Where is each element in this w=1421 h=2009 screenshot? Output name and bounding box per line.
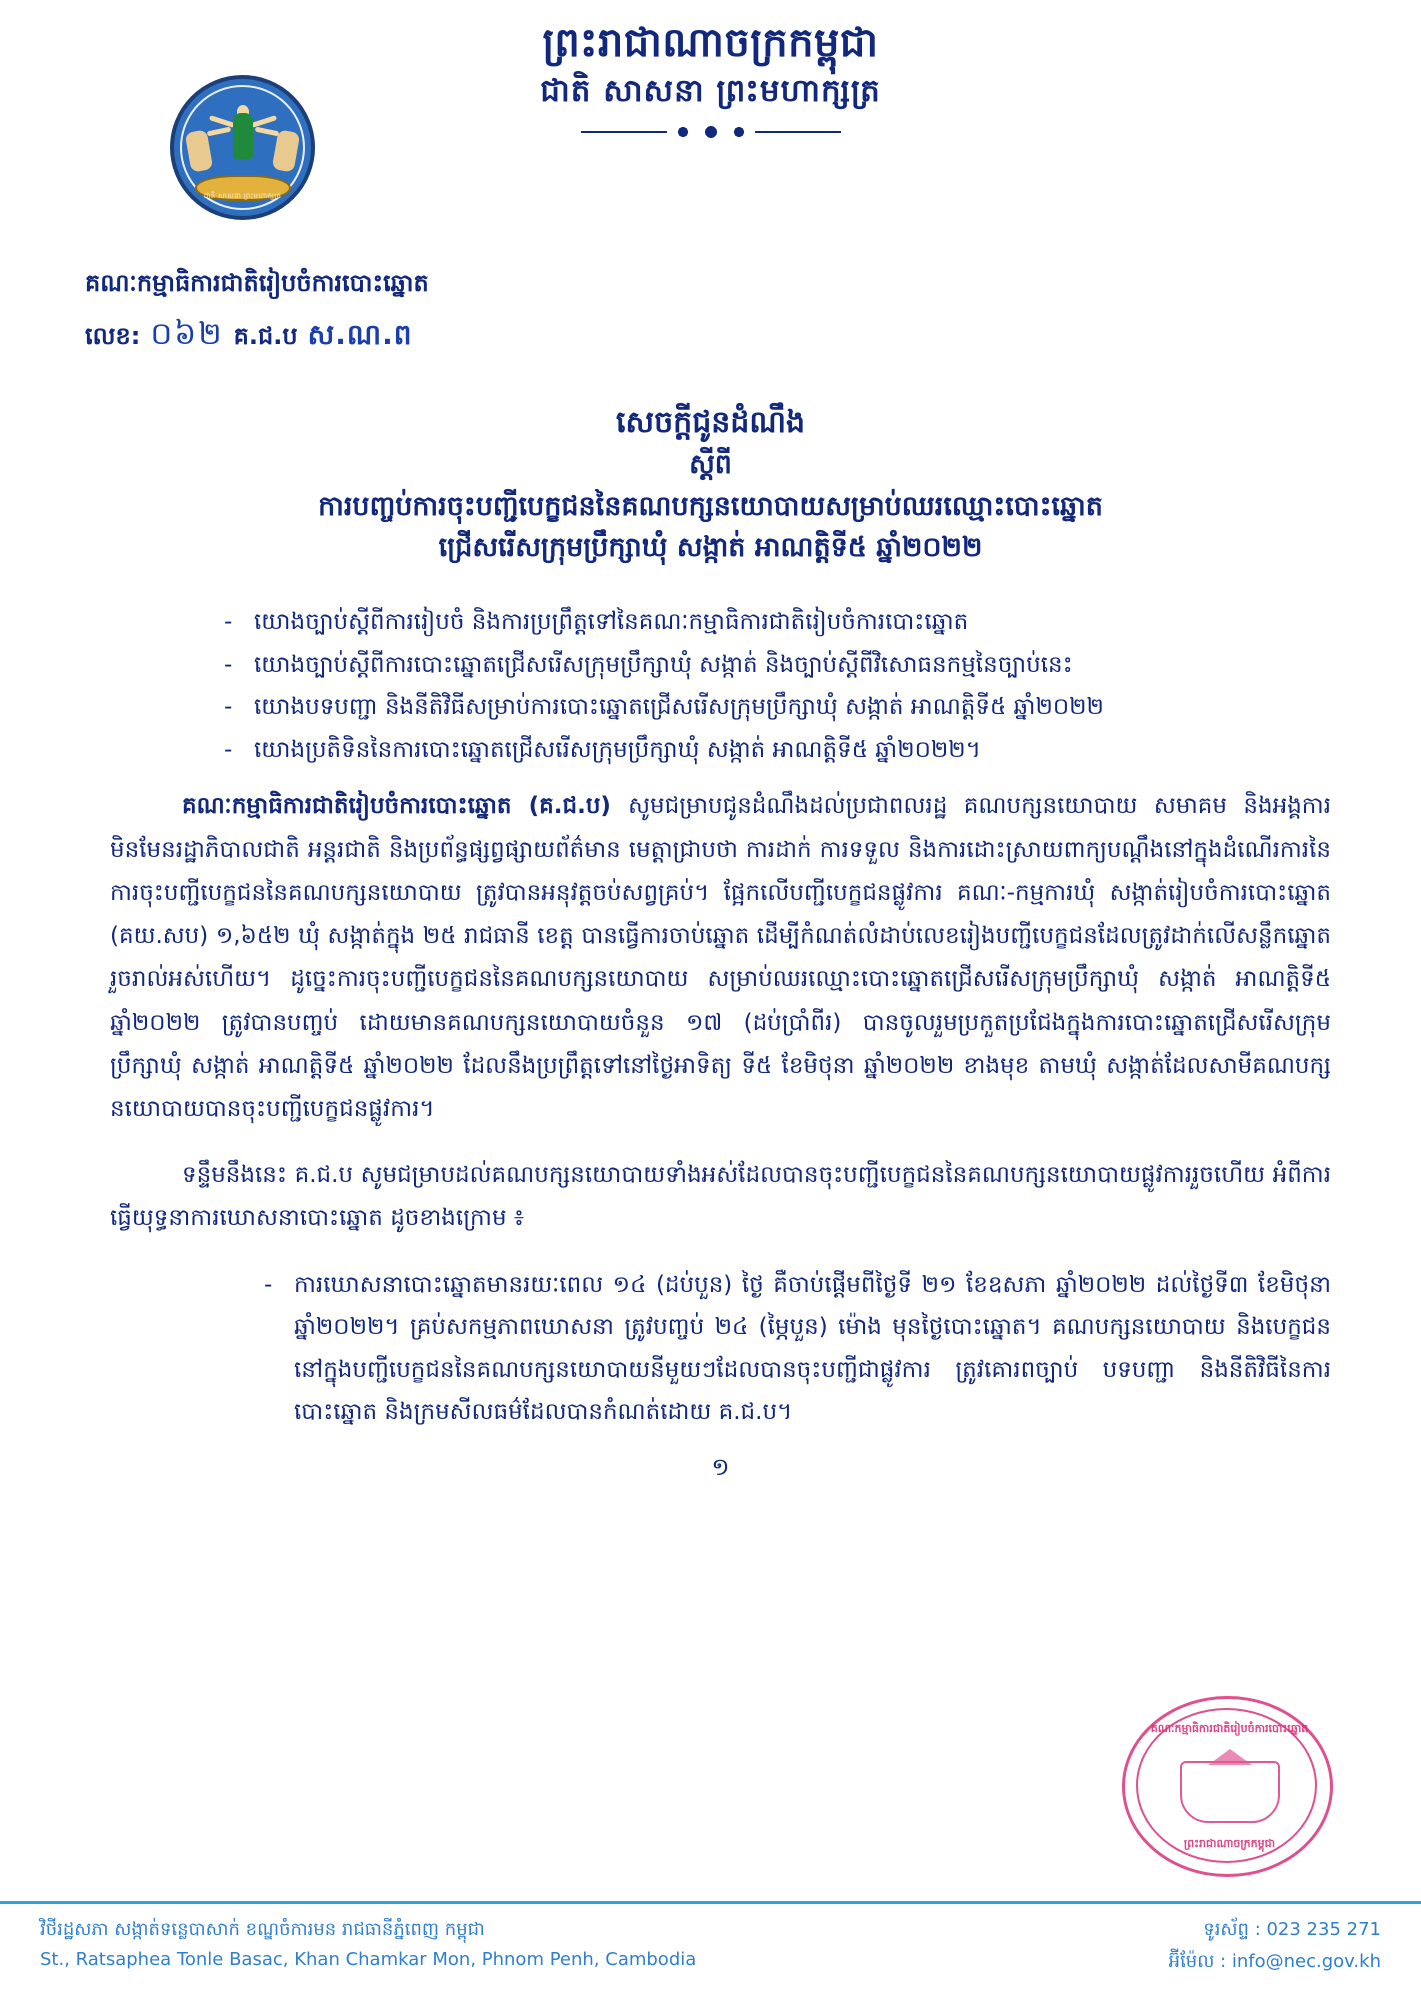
list-item: - យោងបទបញ្ជា និងនីតិវិធីសម្រាប់ការបោះឆ្នោតជ្រើសរើសក្រុមប្រឹក្សាឃុំ សង្កាត់ អាណត្តិទី៥ ឆ្នាំ២០២២: [220, 686, 1331, 729]
nec-emblem-icon: [170, 75, 315, 220]
footer-phone: ទូរស័ព្ទ : 023 235 271: [1203, 1919, 1381, 1940]
list-item: - ការឃោសនាបោះឆ្នោតមានរយៈពេល ១៤ (ដប់បួន) ថ្ងៃ គឺចាប់ផ្តើមពីថ្ងៃទី ២១ ខែឧសភា ឆ្នាំ២០២២ ដល់ថ្ងៃទី៣ ខែមិថុនា ឆ្នាំ២០២២។ គ្រប់សកម្មភាពឃោសនា ត្រូវបញ្ចប់ ២៤ (ម្ភៃបួន) ម៉ោង មុនថ្ងៃបោះឆ្នោត។ គណបក្សនយោបាយ និងបេក្ខជននៅក្នុងបញ្ជីបេក្ខជននៃគណបក្សនយោបាយនីមួយៗដែលបានចុះបញ្ជីជាផ្លូវការ ត្រូវគោរពច្បាប់ បទបញ្ជា និងនីតិវិធីនៃការបោះឆ្នោត និងក្រមសីលធម៌ដែលបានកំណត់ដោយ គ.ជ.ប។: [260, 1264, 1331, 1434]
reference-number: ០៦២: [150, 316, 224, 352]
document-footer: [0, 1901, 1421, 2009]
reference-line: [85, 315, 413, 360]
list-item: - យោងប្រតិទិននៃការបោះឆ្នោតជ្រើសរើសក្រុមប្រឹក្សាឃុំ សង្កាត់ អាណត្តិទី៥ ឆ្នាំ២០២២។: [220, 729, 1331, 772]
campaign-details-list: [110, 1264, 1331, 1434]
nec-abbreviation: (គ.ជ.ប): [511, 793, 629, 820]
paragraph-one: [110, 785, 1331, 1131]
title-line-4: ជ្រើសរើសក្រុមប្រឹក្សាឃុំ សង្កាត់ អាណត្តិទី៥ ឆ្នាំ២០២២: [438, 532, 983, 564]
organization-name: គណៈកម្មាធិការជាតិរៀបចំការបោះឆ្នោត: [85, 269, 429, 297]
ornamental-divider: [581, 125, 841, 139]
footer-email: អ៊ីម៉ែល : info@nec.gov.kh: [1168, 1951, 1381, 1973]
paragraph-one-text: សូមជម្រាបជូនដំណឹងដល់ប្រជាពលរដ្ឋ គណបក្សនយោបាយ សមាគម និងអង្គការមិនមែនរដ្ឋាភិបាលជាតិ អន្តរជាតិ និងប្រព័ន្ធផ្សព្វផ្សាយព័ត៌មាន មេត្តាជ្រាបថា ការដាក់ ការទទួល និងការដោះស្រាយពាក្យបណ្តឹងនៅក្នុងដំណើរការនៃការចុះបញ្ជីបេក្ខជននៃគណបក្សនយោបាយ ត្រូវបានអនុវត្តចប់សព្វគ្រប់។ ផ្អែកលើបញ្ជីបេក្ខជនផ្លូវការ គណៈ-កម្មការឃុំ សង្កាត់រៀបចំការបោះឆ្នោត (គយ.សប) ១,៦៥២ ឃុំ សង្កាត់ក្នុង ២៥ រាជធានី ខេត្ត បានធ្វើការចាប់ឆ្នោត ដើម្បីកំណត់លំដាប់លេខរៀងបញ្ជីបេក្ខជនដែលត្រូវដាក់លើសន្លឹកឆ្នោត រួចរាល់អស់ហើយ។ ដូច្នេះការចុះបញ្ជីបេក្ខជននៃគណបក្សនយោបាយ សម្រាប់ឈរឈ្មោះបោះឆ្នោតជ្រើសរើសក្រុមប្រឹក្សាឃុំ សង្កាត់ អាណត្តិទី៥ ឆ្នាំ២០២២ ត្រូវបានបញ្ចប់ ដោយមានគណបក្សនយោបាយចំនួន ១៧ (ដប់ប្រាំពីរ) បានចូលរួមប្រកួតប្រជែងក្នុងការបោះឆ្នោតជ្រើសរើសក្រុមប្រឹក្សាឃុំ សង្កាត់ អាណត្តិទី៥ ឆ្នាំ២០២២ ដែលនឹងប្រព្រឹត្តទៅនៅថ្ងៃអាទិត្យ ទី៥ ខែមិថុនា ឆ្នាំ២០២២ ខាងមុខ តាមឃុំ សង្កាត់ដែលសាមីគណបក្សនយោបាយបានចុះបញ្ជីបេក្ខជនផ្លូវការ។: [110, 793, 1332, 1123]
list-item: - យោងច្បាប់ស្តីពីការរៀបចំ និងការប្រព្រឹត្តទៅនៃគណៈកម្មាធិការជាតិរៀបចំការបោះឆ្នោត: [220, 601, 1331, 644]
title-line-2: ស្តីពី: [689, 449, 732, 480]
list-item: - យោងច្បាប់ស្តីពីការបោះឆ្នោតជ្រើសរើសក្រុមប្រឹក្សាឃុំ សង្កាត់ និងច្បាប់ស្តីពីវិសោធនកម្មនៃច្បាប់នេះ: [220, 644, 1331, 687]
page-number: ១: [711, 1452, 730, 1481]
seal-text-top: គណៈកម្មាធិការជាតិរៀបចំការបោះឆ្នោត: [1150, 1722, 1309, 1735]
national-motto: ជាតិ សាសនា ព្រះមហាក្សត្រ: [540, 73, 881, 109]
official-seal-icon: [1122, 1696, 1337, 1881]
reference-label: លេខ:: [85, 322, 141, 350]
emblem-motto: ជាតិ សាសនា ព្រះមហាក្សត្រ: [203, 192, 282, 200]
paragraph-two-text: ទន្ទឹមនឹងនេះ គ.ជ.ប សូមជម្រាបដល់គណបក្សនយោបាយទាំងអស់ដែលបានចុះបញ្ជីបេក្ខជននៃគណបក្សនយោបាយផ្លូវការរួចហើយ អំពីការធ្វើយុទ្ធនាការឃោសនាបោះឆ្នោត ដូចខាងក្រោម ៖: [110, 1162, 1331, 1232]
title-line-1: សេចក្តីជូនដំណឹង: [616, 405, 805, 440]
reference-suffix: គ.ជ.ប: [233, 322, 298, 350]
seal-text-bottom: ព្រះរាជាណាចក្រកម្ពុជា: [1183, 1837, 1276, 1850]
document-title-block: [0, 400, 1421, 569]
footer-address-khmer: វិថីរដ្ឋសភា សង្កាត់ទន្លេបាសាក់ ខណ្ឌចំការមន រាជធានីភ្នំពេញ កម្ពុជា: [40, 1919, 485, 1940]
nec-bold-name: គណៈកម្មាធិការជាតិរៀបចំការបោះឆ្នោត: [182, 793, 512, 820]
paragraph-two: [110, 1154, 1331, 1240]
document-header: [0, 0, 1421, 352]
footer-address: [40, 1914, 696, 2009]
document-body: [0, 569, 1421, 1487]
kingdom-title: ព្រះរាជាណាចក្រកម្ពុជា: [542, 20, 879, 66]
footer-address-english: St., Ratsaphea Tonle Basac, Khan Chamkar Mon, Phnom Penh, Cambodia: [40, 1949, 697, 1971]
reference-handwritten-suffix: ស.ណ.ព: [307, 318, 413, 351]
title-line-3: ការបញ្ចប់ការចុះបញ្ជីបេក្ខជននៃគណបក្សនយោបាយសម្រាប់ឈរឈ្មោះបោះឆ្នោត: [318, 490, 1103, 522]
footer-contact: [1169, 1914, 1381, 2009]
reference-list: [110, 601, 1331, 771]
